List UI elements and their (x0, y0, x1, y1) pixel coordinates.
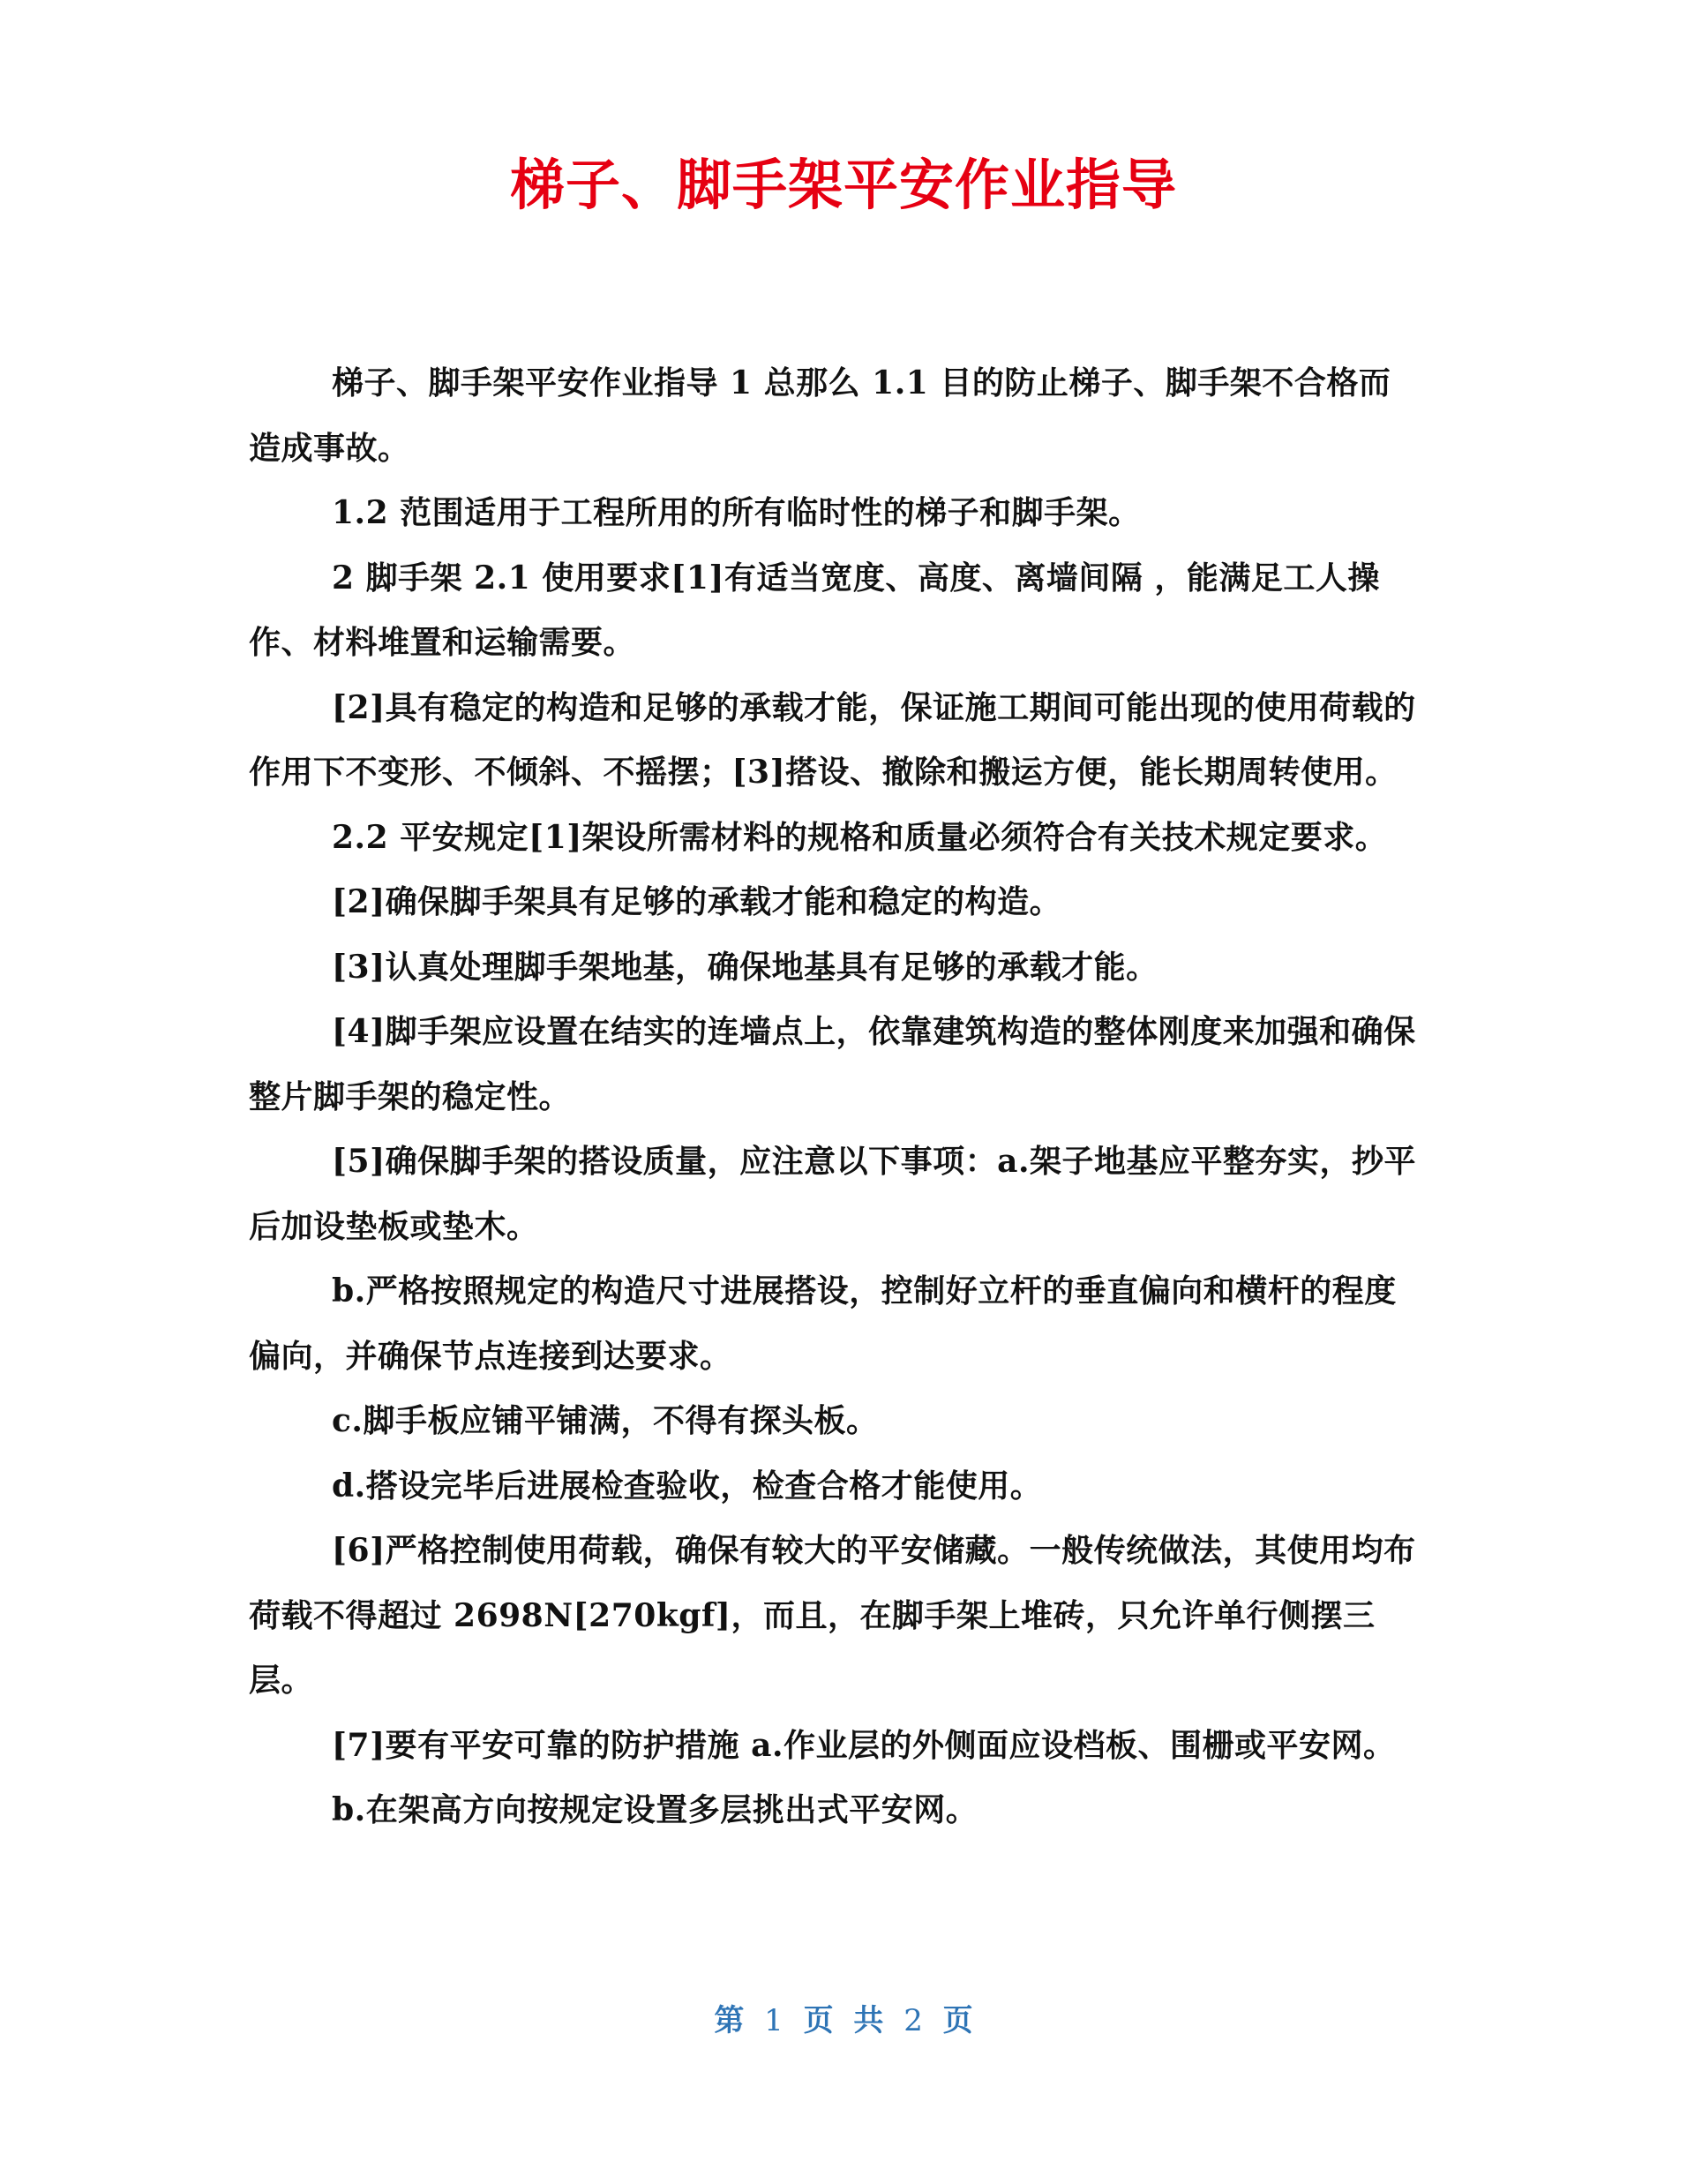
footer-label-total: 共 (853, 2003, 884, 2038)
document-body (249, 351, 1422, 1843)
paragraph-14: [7]要有平安可靠的防护措施 a.作业层的外侧面应设档板、围栅或平安网。 (332, 1726, 1396, 1764)
paragraph-13: [6]严格控制使用荷载，确保有较大的平安储藏。一般传统做法，其使用均布荷载不得超过 2698N[270kgf]，而且，在脚手架上堆砖，只允许单行侧摆三层。 (249, 1532, 1416, 1699)
footer-label-page: 第 (714, 2003, 745, 2038)
footer-label-unit-2: 页 (942, 2003, 973, 2038)
paragraph-4: [2]具有稳定的构造和足够的承载才能，保证施工期间可能出现的使用荷载的作用下不变形、不倾斜、不摇摆；[3]搭设、撤除和搬运方便，能长期周转使用。 (249, 688, 1416, 791)
paragraph-6: [2]确保脚手架具有足够的承载才能和稳定的构造。 (332, 883, 1062, 920)
paragraph-2: 1.2 范围适用于工程所用的所有临时性的梯子和脚手架。 (332, 494, 1141, 531)
paragraph-5: 2.2 平安规定[1]架设所需材料的规格和质量必须符合有关技术规定要求。 (332, 818, 1388, 856)
paragraph-12: d.搭设完毕后进展检查验收，检查合格才能使用。 (332, 1467, 1043, 1505)
footer-total-pages: 2 (903, 2003, 923, 2038)
paragraph-10: b.严格按照规定的构造尺寸进展搭设，控制好立杆的垂直偏向和横杆的程度偏向，并确保节点连接到达要求。 (249, 1272, 1397, 1375)
paragraph-3: 2 脚手架 2.1 使用要求[1]有适当宽度、高度、离墙间隔 ，能满足工人操作、材料堆置和运输需要。 (249, 559, 1380, 661)
paragraph-9: [5]确保脚手架的搭设质量，应注意以下事项：a.架子地基应平整夯实，抄平后加设垫板或垫木。 (249, 1143, 1416, 1245)
document-title: 梯子、脚手架平安作业指导 (509, 153, 1177, 217)
paragraph-11: c.脚手板应铺平铺满，不得有探头板。 (332, 1402, 879, 1439)
footer-label-unit: 页 (803, 2003, 834, 2038)
paragraph-1: 梯子、脚手架平安作业指导 1 总那么 1.1 目的防止梯子、脚手架不合格而造成事故。 (249, 364, 1391, 467)
page-footer (0, 1999, 1687, 2043)
footer-current-page: 1 (764, 2003, 784, 2038)
paragraph-15: b.在架高方向按规定设置多层挑出式平安网。 (332, 1791, 978, 1828)
paragraph-8: [4]脚手架应设置在结实的连墙点上，依靠建筑构造的整体刚度来加强和确保整片脚手架的稳定性。 (249, 1013, 1416, 1115)
paragraph-7: [3]认真处理脚手架地基，确保地基具有足够的承载才能。 (332, 948, 1158, 986)
